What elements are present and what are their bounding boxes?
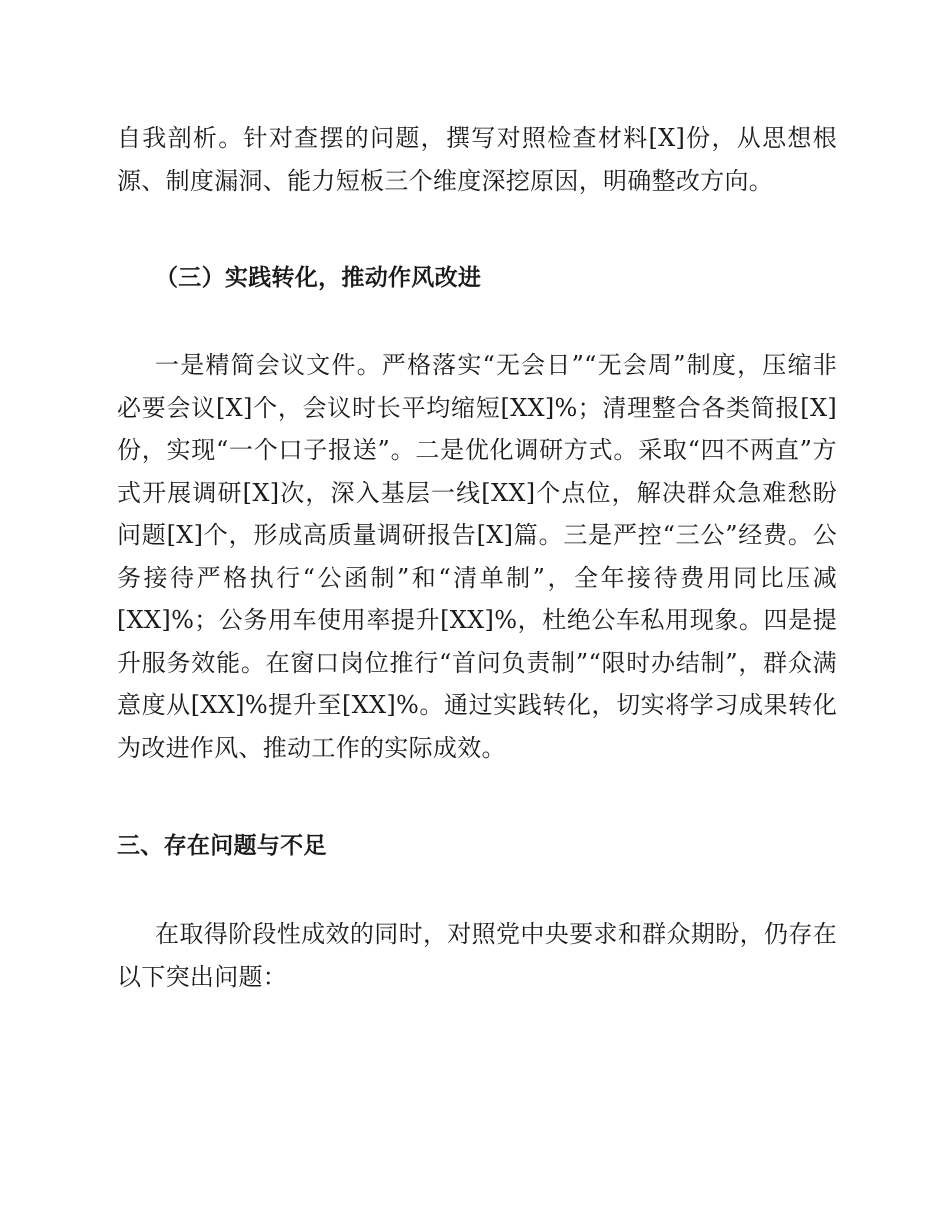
body-paragraph-problems-intro: 在取得阶段性成效的同时，对照党中央要求和群众期盼，仍存在以下突出问题： xyxy=(117,920,837,991)
section-heading-problems: 三、存在问题与不足 xyxy=(117,833,327,859)
subheading-practice-transformation: （三）实践转化，推动作风改进 xyxy=(155,265,482,291)
body-paragraph-practice: 一是精简会议文件。严格落实“无会日”“无会周”制度，压缩非必要会议[X]个，会议时长平均缩短[XX]%；清理整合各类简报[X]份，实现“一个口子报送”。二是优化调研方式。采取“四不两直”方式开展调研[X]次，深入基层一线[XX]个点位，解决群众急难愁盼问题[X]个，形成高质量调研报告[X]篇。三是严控“三公”经费。公务接待严格执行“公函制”和“清单制”，全年接待费用同比压减[XX]%；公务用车使用率提升[XX]%，杜绝公车私用现象。四是提升服务效能。在窗口岗位推行“首问负责制”“限时办结制”，群众满意度从[XX]%提升至[XX]%。通过实践转化，切实将学习成果转化为改进作风、推动工作的实际成效。 xyxy=(117,351,837,762)
body-paragraph-self-analysis: 自我剖析。针对查摆的问题，撰写对照检查材料[X]份，从思想根源、制度漏洞、能力短板三个维度深挖原因，明确整改方向。 xyxy=(117,124,837,195)
